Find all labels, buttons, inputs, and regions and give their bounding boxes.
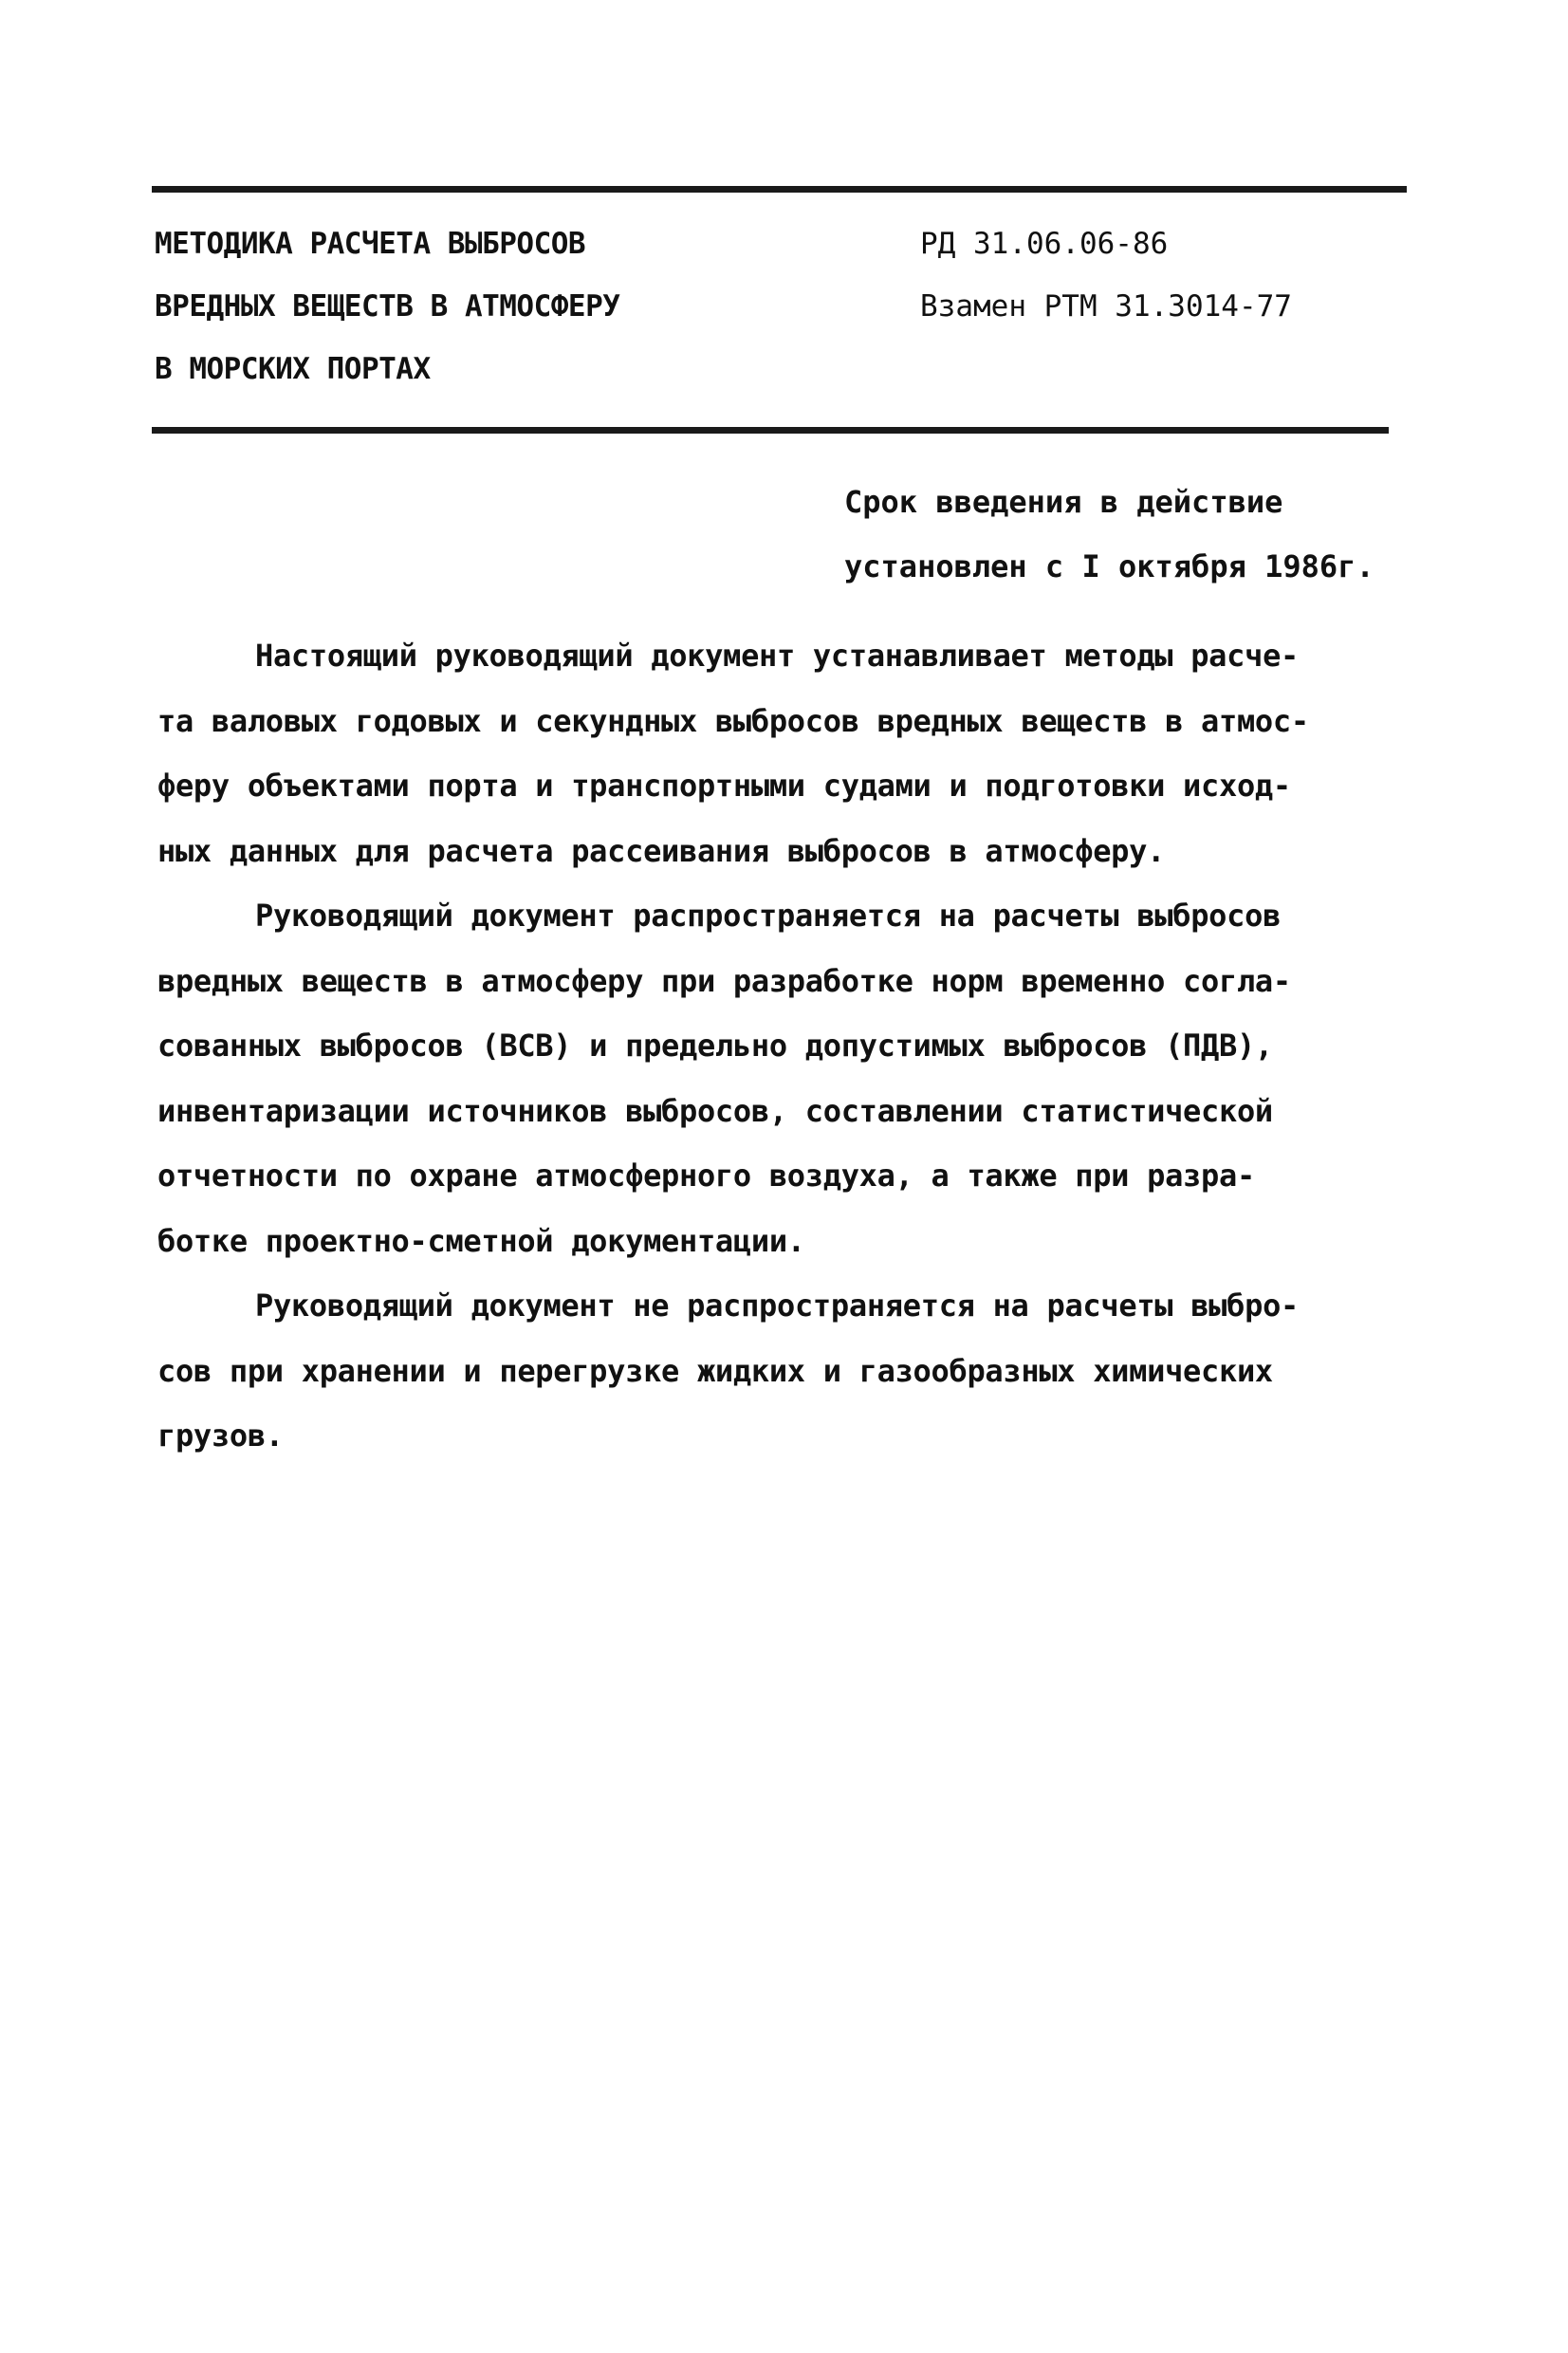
paragraph-line: грузов. [157,1417,284,1454]
title-line-1: МЕТОДИКА РАСЧЕТА ВЫБРОСОВ [155,227,586,261]
paragraph-line: ботке проектно-сметной документации. [157,1222,805,1259]
title-line-2: ВРЕДНЫХ ВЕЩЕСТВ В АТМОСФЕРУ [155,289,620,324]
paragraph-line: Настоящий руководящий документ устанавливает методы расче- [255,638,1300,674]
paragraph-line: инвентаризации источников выбросов, составлении статистической [157,1092,1273,1129]
paragraph-line: ных данных для расчета рассеивания выбросов в атмосферу. [157,832,1166,869]
paragraph-2 [157,883,1400,1273]
paragraph-line: сов при хранении и перегрузке жидких и газообразных химических [157,1352,1273,1389]
paragraph-line: Руководящий документ не распространяется на расчеты выбро- [255,1288,1300,1324]
paragraph-line: Руководящий документ распространяется на расчеты выбросов [255,898,1282,934]
header-bottom-rule [152,427,1389,434]
paragraph-1 [157,623,1400,883]
replaces-note: Взамен РТМ 31.3014-77 [920,289,1292,324]
effective-date [844,470,1374,599]
document-title [155,213,619,400]
header-top-rule [152,186,1407,193]
paragraph-line: та валовых годовых и секундных выбросов вредных веществ в атмос- [157,702,1309,739]
effective-date-line-2: установлен с I октября 1986г. [844,548,1374,584]
paragraph-line: сованных выбросов (ВСВ) и предельно допустимых выбросов (ПДВ), [157,1028,1273,1064]
document-code-block [920,213,1292,338]
paragraph-line: отчетности по охране атмосферного воздуха, а также при разра- [157,1158,1255,1194]
effective-date-line-1: Срок введения в действие [844,484,1283,520]
paragraph-line: вредных веществ в атмосферу при разработке норм временно согла- [157,962,1291,999]
title-line-3: В МОРСКИХ ПОРТАХ [155,352,431,386]
paragraph-line: феру объектами порта и транспортными судами и подготовки исход- [157,768,1291,804]
paragraph-3 [157,1273,1400,1469]
document-code: РД 31.06.06-86 [920,227,1169,261]
body-text [157,623,1400,1469]
